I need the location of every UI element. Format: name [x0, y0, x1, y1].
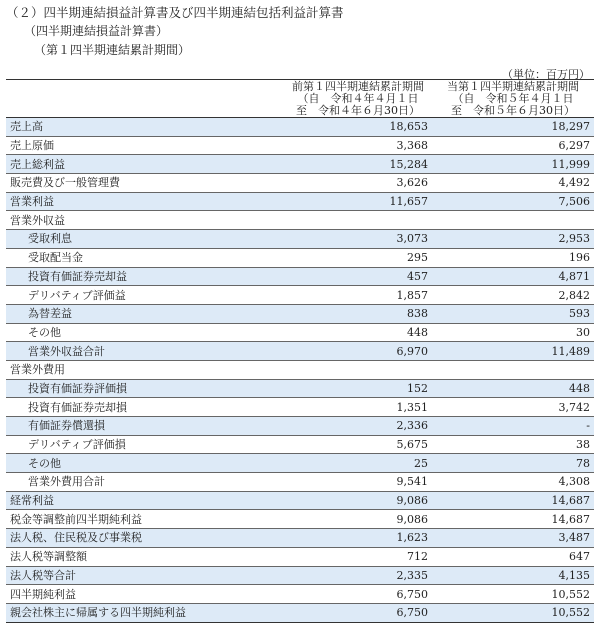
- table-row: [6, 566, 594, 585]
- prev-period-to: 至 令和４年６月30日）: [296, 104, 420, 117]
- prev-period-value: 6,750: [284, 585, 432, 604]
- curr-period-value: 4,871: [432, 267, 594, 286]
- row-label: 親会社株主に帰属する四半期純利益: [6, 603, 284, 622]
- curr-period-value: 11,999: [432, 155, 594, 174]
- table-row: [6, 230, 594, 249]
- row-label: 法人税等調整額: [6, 547, 284, 566]
- prev-period-value: 1,857: [284, 286, 432, 305]
- prev-period-value: 25: [284, 454, 432, 473]
- table-row: [6, 454, 594, 473]
- row-label: その他: [6, 454, 284, 473]
- table-row: [6, 585, 594, 604]
- row-label: 売上総利益: [6, 155, 284, 174]
- curr-period-value: 11,489: [432, 342, 594, 361]
- table-row: [6, 360, 594, 379]
- curr-period-value: 10,552: [432, 603, 594, 622]
- row-label: 法人税等合計: [6, 566, 284, 585]
- row-label: 販売費及び一般管理費: [6, 174, 284, 193]
- row-label: 投資有価証券売却損: [6, 398, 284, 417]
- table-row: [6, 248, 594, 267]
- curr-period-value: 30: [432, 323, 594, 342]
- unit-label: （単位：百万円）: [502, 68, 590, 81]
- prev-period-value: 6,970: [284, 342, 432, 361]
- curr-period-value: [432, 211, 594, 230]
- table-row: [6, 510, 594, 529]
- row-label: 四半期純利益: [6, 585, 284, 604]
- prev-period-value: 3,368: [284, 136, 432, 155]
- table-row: [6, 473, 594, 492]
- curr-period-value: 3,487: [432, 529, 594, 548]
- curr-period-value: 7,506: [432, 192, 594, 211]
- table-row: [6, 136, 594, 155]
- curr-period-value: 38: [432, 435, 594, 454]
- table-row: [6, 192, 594, 211]
- prev-period-value: 5,675: [284, 435, 432, 454]
- header-prev-period: [284, 80, 432, 118]
- row-label: デリバティブ評価益: [6, 286, 284, 305]
- prev-period-value: 1,351: [284, 398, 432, 417]
- row-label: その他: [6, 323, 284, 342]
- curr-period-from: （自 令和５年４月１日: [452, 92, 574, 105]
- curr-period-value: 2,953: [432, 230, 594, 249]
- row-label: 税金等調整前四半期純利益: [6, 510, 284, 529]
- table-row: [6, 435, 594, 454]
- curr-period-value: 3,742: [432, 398, 594, 417]
- curr-period-value: 4,135: [432, 566, 594, 585]
- prev-period-value: 11,657: [284, 192, 432, 211]
- curr-period-value: 14,687: [432, 510, 594, 529]
- prev-period-value: 15,284: [284, 155, 432, 174]
- prev-period-name: 前第１四半期連結累計期間: [292, 80, 424, 93]
- prev-period-value: 152: [284, 379, 432, 398]
- curr-period-value: 6,297: [432, 136, 594, 155]
- table-row: [6, 398, 594, 417]
- table-row: [6, 603, 594, 622]
- row-label: 経常利益: [6, 491, 284, 510]
- income-statement-table: [6, 79, 594, 623]
- row-label: 有価証券償還損: [6, 417, 284, 436]
- prev-period-value: 2,336: [284, 417, 432, 436]
- prev-period-value: 9,541: [284, 473, 432, 492]
- curr-period-value: 196: [432, 248, 594, 267]
- table-row: [6, 323, 594, 342]
- curr-period-value: 4,308: [432, 473, 594, 492]
- prev-period-value: 3,626: [284, 174, 432, 193]
- period-label: （第１四半期連結累計期間）: [34, 43, 191, 57]
- curr-period-value: 2,842: [432, 286, 594, 305]
- prev-period-value: 1,623: [284, 529, 432, 548]
- table-row: [6, 304, 594, 323]
- table-row: [6, 211, 594, 230]
- row-label: 為替差益: [6, 304, 284, 323]
- row-label: 営業外収益合計: [6, 342, 284, 361]
- curr-period-value: [432, 360, 594, 379]
- row-label: 営業外収益: [6, 211, 284, 230]
- prev-period-value: 457: [284, 267, 432, 286]
- header-curr-period: [432, 80, 594, 118]
- row-label: 営業外費用: [6, 360, 284, 379]
- curr-period-value: 18,297: [432, 118, 594, 137]
- row-label: 売上原価: [6, 136, 284, 155]
- table-row: [6, 342, 594, 361]
- prev-period-value: 2,335: [284, 566, 432, 585]
- prev-period-value: 6,750: [284, 603, 432, 622]
- curr-period-value: -: [432, 417, 594, 436]
- curr-period-value: 14,687: [432, 491, 594, 510]
- prev-period-value: [284, 211, 432, 230]
- table-body: [6, 118, 594, 623]
- curr-period-name: 当第１四半期連結累計期間: [447, 80, 579, 93]
- row-label: 受取利息: [6, 230, 284, 249]
- row-label: 営業外費用合計: [6, 473, 284, 492]
- prev-period-value: 712: [284, 547, 432, 566]
- prev-period-value: 9,086: [284, 491, 432, 510]
- prev-period-value: 18,653: [284, 118, 432, 137]
- curr-period-value: 647: [432, 547, 594, 566]
- table-row: [6, 379, 594, 398]
- table-row: [6, 491, 594, 510]
- statement-title: （２）四半期連結損益計算書及び四半期連結包括利益計算書: [6, 5, 344, 20]
- curr-period-value: 448: [432, 379, 594, 398]
- row-label: 売上高: [6, 118, 284, 137]
- table-row: [6, 174, 594, 193]
- prev-period-value: 9,086: [284, 510, 432, 529]
- table-row: [6, 417, 594, 436]
- prev-period-from: （自 令和４年４月１日: [297, 92, 419, 105]
- row-label: 投資有価証券評価損: [6, 379, 284, 398]
- prev-period-value: 838: [284, 304, 432, 323]
- row-label: 受取配当金: [6, 248, 284, 267]
- table-row: [6, 155, 594, 174]
- row-label: 投資有価証券売却益: [6, 267, 284, 286]
- curr-period-value: 10,552: [432, 585, 594, 604]
- table-header-row: [6, 80, 594, 118]
- statement-subtitle: （四半期連結損益計算書）: [24, 24, 169, 38]
- curr-period-to: 至 令和５年６月30日）: [451, 104, 575, 117]
- table-row: [6, 267, 594, 286]
- row-label: デリバティブ評価損: [6, 435, 284, 454]
- table-row: [6, 286, 594, 305]
- header-label-cell: [6, 80, 284, 118]
- prev-period-value: [284, 360, 432, 379]
- prev-period-value: 448: [284, 323, 432, 342]
- row-label: 営業利益: [6, 192, 284, 211]
- curr-period-value: 4,492: [432, 174, 594, 193]
- curr-period-value: 593: [432, 304, 594, 323]
- row-label: 法人税、住民税及び事業税: [6, 529, 284, 548]
- table-row: [6, 529, 594, 548]
- table-row: [6, 118, 594, 137]
- prev-period-value: 3,073: [284, 230, 432, 249]
- curr-period-value: 78: [432, 454, 594, 473]
- table-row: [6, 547, 594, 566]
- prev-period-value: 295: [284, 248, 432, 267]
